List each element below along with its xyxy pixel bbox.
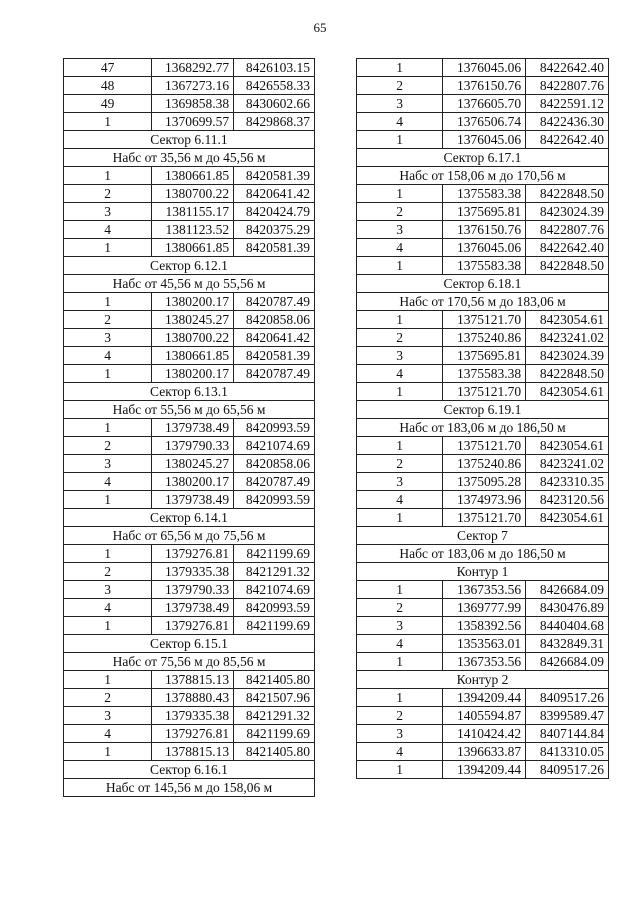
point-number: 2 <box>64 563 152 581</box>
y-coordinate: 8420787.49 <box>234 365 315 383</box>
coordinate-row <box>64 347 315 365</box>
coordinate-row <box>357 131 609 149</box>
point-number: 3 <box>64 329 152 347</box>
section-header: Контур 1 <box>357 563 609 581</box>
coordinate-row <box>357 473 609 491</box>
point-number: 1 <box>357 581 443 599</box>
x-coordinate: 1376605.70 <box>443 95 526 113</box>
y-coordinate: 8420581.39 <box>234 167 315 185</box>
x-coordinate: 1369858.38 <box>152 95 234 113</box>
section-header-row <box>64 401 315 419</box>
x-coordinate: 1375121.70 <box>443 383 526 401</box>
y-coordinate: 8421074.69 <box>234 437 315 455</box>
coordinate-row <box>357 203 609 221</box>
x-coordinate: 1367353.56 <box>443 653 526 671</box>
section-header-row <box>357 671 609 689</box>
y-coordinate: 8421199.69 <box>234 725 315 743</box>
coordinate-row <box>64 77 315 95</box>
y-coordinate: 8426684.09 <box>526 653 609 671</box>
section-header: Сектор 6.15.1 <box>64 635 315 653</box>
y-coordinate: 8430602.66 <box>234 95 315 113</box>
y-coordinate: 8426684.09 <box>526 581 609 599</box>
x-coordinate: 1375583.38 <box>443 365 526 383</box>
x-coordinate: 1376150.76 <box>443 77 526 95</box>
x-coordinate: 1370699.57 <box>152 113 234 131</box>
point-number: 1 <box>64 113 152 131</box>
y-coordinate: 8413310.05 <box>526 743 609 761</box>
section-header: Набс от 75,56 м до 85,56 м <box>64 653 315 671</box>
coordinate-row <box>357 743 609 761</box>
coordinate-row <box>357 617 609 635</box>
coordinate-row <box>357 635 609 653</box>
coordinate-row <box>64 581 315 599</box>
x-coordinate: 1380661.85 <box>152 167 234 185</box>
coordinate-row <box>64 419 315 437</box>
point-number: 3 <box>357 221 443 239</box>
x-coordinate: 1375583.38 <box>443 185 526 203</box>
coordinate-row <box>357 707 609 725</box>
y-coordinate: 8420581.39 <box>234 239 315 257</box>
y-coordinate: 8422848.50 <box>526 365 609 383</box>
x-coordinate: 1375583.38 <box>443 257 526 275</box>
section-header-row <box>357 401 609 419</box>
point-number: 3 <box>357 473 443 491</box>
page-number: 65 <box>313 20 327 35</box>
y-coordinate: 8409517.26 <box>526 761 609 779</box>
coordinate-row <box>64 437 315 455</box>
point-number: 1 <box>64 491 152 509</box>
section-header-row <box>357 527 609 545</box>
x-coordinate: 1381155.17 <box>152 203 234 221</box>
y-coordinate: 8422848.50 <box>526 257 609 275</box>
x-coordinate: 1380200.17 <box>152 473 234 491</box>
point-number: 1 <box>64 419 152 437</box>
y-coordinate: 8423241.02 <box>526 455 609 473</box>
y-coordinate: 8420993.59 <box>234 599 315 617</box>
section-header-row <box>64 635 315 653</box>
coordinate-row <box>64 167 315 185</box>
point-number: 3 <box>64 707 152 725</box>
section-header-row <box>357 545 609 563</box>
y-coordinate: 8423054.61 <box>526 437 609 455</box>
section-header-row <box>64 383 315 401</box>
coordinate-row <box>357 365 609 383</box>
section-header-row <box>357 275 609 293</box>
section-header-row <box>64 653 315 671</box>
point-number: 1 <box>64 743 152 761</box>
x-coordinate: 1375695.81 <box>443 203 526 221</box>
y-coordinate: 8407144.84 <box>526 725 609 743</box>
x-coordinate: 1375121.70 <box>443 437 526 455</box>
section-header-row <box>64 779 315 797</box>
coordinate-row <box>64 599 315 617</box>
section-header-row <box>357 419 609 437</box>
y-coordinate: 8420581.39 <box>234 347 315 365</box>
y-coordinate: 8399589.47 <box>526 707 609 725</box>
point-number: 3 <box>357 95 443 113</box>
coordinate-row <box>64 239 315 257</box>
x-coordinate: 1368292.77 <box>152 59 234 77</box>
section-header-row <box>64 257 315 275</box>
coordinate-row <box>64 671 315 689</box>
x-coordinate: 1375121.70 <box>443 311 526 329</box>
coordinate-row <box>357 113 609 131</box>
x-coordinate: 1358392.56 <box>443 617 526 635</box>
coordinate-row <box>357 437 609 455</box>
section-header: Набс от 183,06 м до 186,50 м <box>357 419 609 437</box>
x-coordinate: 1379738.49 <box>152 419 234 437</box>
coordinate-row <box>64 293 315 311</box>
y-coordinate: 8421507.96 <box>234 689 315 707</box>
y-coordinate: 8420993.59 <box>234 491 315 509</box>
coordinate-row <box>64 491 315 509</box>
point-number: 47 <box>64 59 152 77</box>
coordinate-row <box>64 329 315 347</box>
coordinates-table-right <box>356 58 609 779</box>
coordinate-row <box>64 689 315 707</box>
x-coordinate: 1380200.17 <box>152 293 234 311</box>
y-coordinate: 8422436.30 <box>526 113 609 131</box>
coordinate-row <box>64 725 315 743</box>
y-coordinate: 8420858.06 <box>234 311 315 329</box>
point-number: 3 <box>357 725 443 743</box>
y-coordinate: 8429868.37 <box>234 113 315 131</box>
coordinate-row <box>357 653 609 671</box>
y-coordinate: 8420641.42 <box>234 329 315 347</box>
point-number: 2 <box>64 437 152 455</box>
y-coordinate: 8422642.40 <box>526 59 609 77</box>
coordinate-row <box>357 347 609 365</box>
point-number: 2 <box>357 329 443 347</box>
y-coordinate: 8440404.68 <box>526 617 609 635</box>
section-header: Сектор 6.12.1 <box>64 257 315 275</box>
x-coordinate: 1375121.70 <box>443 509 526 527</box>
section-header-row <box>64 131 315 149</box>
y-coordinate: 8420424.79 <box>234 203 315 221</box>
section-header: Сектор 6.19.1 <box>357 401 609 419</box>
point-number: 4 <box>357 113 443 131</box>
x-coordinate: 1376045.06 <box>443 59 526 77</box>
section-header: Сектор 6.17.1 <box>357 149 609 167</box>
coordinates-table-left <box>63 58 315 797</box>
x-coordinate: 1378880.43 <box>152 689 234 707</box>
section-header: Набс от 183,06 м до 186,50 м <box>357 545 609 563</box>
point-number: 2 <box>357 707 443 725</box>
point-number: 4 <box>357 239 443 257</box>
coordinate-row <box>64 455 315 473</box>
x-coordinate: 1380700.22 <box>152 185 234 203</box>
y-coordinate: 8420787.49 <box>234 293 315 311</box>
x-coordinate: 1379276.81 <box>152 725 234 743</box>
x-coordinate: 1376150.76 <box>443 221 526 239</box>
x-coordinate: 1380245.27 <box>152 311 234 329</box>
coordinate-row <box>64 743 315 761</box>
x-coordinate: 1379276.81 <box>152 545 234 563</box>
section-header: Набс от 158,06 м до 170,56 м <box>357 167 609 185</box>
x-coordinate: 1379790.33 <box>152 437 234 455</box>
y-coordinate: 8420641.42 <box>234 185 315 203</box>
point-number: 1 <box>357 185 443 203</box>
y-coordinate: 8423120.56 <box>526 491 609 509</box>
section-header: Набс от 170,56 м до 183,06 м <box>357 293 609 311</box>
coordinate-row <box>64 365 315 383</box>
section-header-row <box>64 509 315 527</box>
x-coordinate: 1405594.87 <box>443 707 526 725</box>
section-header: Набс от 55,56 м до 65,56 м <box>64 401 315 419</box>
point-number: 2 <box>357 599 443 617</box>
coordinate-row <box>357 221 609 239</box>
y-coordinate: 8420375.29 <box>234 221 315 239</box>
y-coordinate: 8432849.31 <box>526 635 609 653</box>
y-coordinate: 8421074.69 <box>234 581 315 599</box>
x-coordinate: 1380661.85 <box>152 239 234 257</box>
y-coordinate: 8422807.76 <box>526 77 609 95</box>
y-coordinate: 8426558.33 <box>234 77 315 95</box>
coordinate-row <box>357 581 609 599</box>
point-number: 1 <box>357 761 443 779</box>
point-number: 4 <box>64 473 152 491</box>
coordinate-row <box>357 455 609 473</box>
y-coordinate: 8423024.39 <box>526 203 609 221</box>
coordinate-row <box>64 563 315 581</box>
point-number: 2 <box>357 455 443 473</box>
x-coordinate: 1375095.28 <box>443 473 526 491</box>
section-header: Сектор 6.18.1 <box>357 275 609 293</box>
section-header: Набс от 65,56 м до 75,56 м <box>64 527 315 545</box>
x-coordinate: 1367273.16 <box>152 77 234 95</box>
x-coordinate: 1375695.81 <box>443 347 526 365</box>
section-header: Контур 2 <box>357 671 609 689</box>
point-number: 4 <box>64 599 152 617</box>
coordinate-row <box>357 761 609 779</box>
point-number: 2 <box>64 185 152 203</box>
coordinate-row <box>357 491 609 509</box>
point-number: 3 <box>64 203 152 221</box>
coordinate-row <box>64 707 315 725</box>
x-coordinate: 1376045.06 <box>443 131 526 149</box>
point-number: 1 <box>64 293 152 311</box>
coordinate-row <box>357 311 609 329</box>
point-number: 1 <box>357 509 443 527</box>
coordinate-row <box>64 545 315 563</box>
x-coordinate: 1375240.86 <box>443 329 526 347</box>
point-number: 2 <box>64 689 152 707</box>
point-number: 4 <box>64 221 152 239</box>
coordinate-row <box>64 185 315 203</box>
point-number: 4 <box>357 635 443 653</box>
y-coordinate: 8421291.32 <box>234 563 315 581</box>
y-coordinate: 8422642.40 <box>526 239 609 257</box>
x-coordinate: 1378815.13 <box>152 743 234 761</box>
x-coordinate: 1369777.99 <box>443 599 526 617</box>
point-number: 1 <box>64 617 152 635</box>
point-number: 1 <box>64 239 152 257</box>
x-coordinate: 1410424.42 <box>443 725 526 743</box>
point-number: 3 <box>357 617 443 635</box>
point-number: 48 <box>64 77 152 95</box>
section-header-row <box>64 761 315 779</box>
y-coordinate: 8421199.69 <box>234 545 315 563</box>
y-coordinate: 8422807.76 <box>526 221 609 239</box>
point-number: 2 <box>357 77 443 95</box>
point-number: 3 <box>64 455 152 473</box>
y-coordinate: 8423054.61 <box>526 509 609 527</box>
section-header-row <box>64 149 315 167</box>
x-coordinate: 1379335.38 <box>152 563 234 581</box>
coordinate-row <box>64 203 315 221</box>
coordinate-row <box>357 185 609 203</box>
x-coordinate: 1367353.56 <box>443 581 526 599</box>
point-number: 1 <box>357 383 443 401</box>
section-header-row <box>64 275 315 293</box>
y-coordinate: 8421291.32 <box>234 707 315 725</box>
coordinate-row <box>357 257 609 275</box>
coordinate-row <box>357 725 609 743</box>
point-number: 2 <box>64 311 152 329</box>
point-number: 4 <box>64 725 152 743</box>
y-coordinate: 8420858.06 <box>234 455 315 473</box>
point-number: 4 <box>357 365 443 383</box>
coordinate-row <box>357 599 609 617</box>
y-coordinate: 8422848.50 <box>526 185 609 203</box>
coordinate-row <box>357 329 609 347</box>
y-coordinate: 8423241.02 <box>526 329 609 347</box>
y-coordinate: 8420993.59 <box>234 419 315 437</box>
point-number: 1 <box>357 437 443 455</box>
point-number: 4 <box>357 491 443 509</box>
point-number: 1 <box>64 671 152 689</box>
coordinate-row <box>357 95 609 113</box>
point-number: 1 <box>357 59 443 77</box>
point-number: 1 <box>64 365 152 383</box>
coordinate-row <box>64 113 315 131</box>
point-number: 1 <box>64 167 152 185</box>
coordinate-row <box>357 77 609 95</box>
y-coordinate: 8409517.26 <box>526 689 609 707</box>
point-number: 1 <box>64 545 152 563</box>
point-number: 49 <box>64 95 152 113</box>
point-number: 1 <box>357 257 443 275</box>
point-number: 4 <box>64 347 152 365</box>
coordinate-row <box>357 689 609 707</box>
point-number: 1 <box>357 131 443 149</box>
section-header-row <box>357 167 609 185</box>
section-header-row <box>357 563 609 581</box>
coordinate-row <box>357 383 609 401</box>
point-number: 4 <box>357 743 443 761</box>
x-coordinate: 1380200.17 <box>152 365 234 383</box>
x-coordinate: 1379738.49 <box>152 599 234 617</box>
y-coordinate: 8421405.80 <box>234 743 315 761</box>
y-coordinate: 8422591.12 <box>526 95 609 113</box>
y-coordinate: 8421199.69 <box>234 617 315 635</box>
section-header: Сектор 6.16.1 <box>64 761 315 779</box>
coordinate-row <box>64 221 315 239</box>
y-coordinate: 8426103.15 <box>234 59 315 77</box>
point-number: 1 <box>357 311 443 329</box>
x-coordinate: 1353563.01 <box>443 635 526 653</box>
x-coordinate: 1380700.22 <box>152 329 234 347</box>
x-coordinate: 1379276.81 <box>152 617 234 635</box>
section-header-row <box>357 149 609 167</box>
coordinate-row <box>357 59 609 77</box>
section-header: Сектор 6.14.1 <box>64 509 315 527</box>
y-coordinate: 8423310.35 <box>526 473 609 491</box>
section-header: Набс от 145,56 м до 158,06 м <box>64 779 315 797</box>
section-header-row <box>357 293 609 311</box>
x-coordinate: 1394209.44 <box>443 761 526 779</box>
y-coordinate: 8420787.49 <box>234 473 315 491</box>
y-coordinate: 8423024.39 <box>526 347 609 365</box>
section-header: Сектор 6.13.1 <box>64 383 315 401</box>
x-coordinate: 1394209.44 <box>443 689 526 707</box>
coordinate-row <box>357 239 609 257</box>
y-coordinate: 8430476.89 <box>526 599 609 617</box>
coordinate-row <box>64 473 315 491</box>
y-coordinate: 8423054.61 <box>526 311 609 329</box>
section-header: Набс от 45,56 м до 55,56 м <box>64 275 315 293</box>
x-coordinate: 1375240.86 <box>443 455 526 473</box>
point-number: 3 <box>357 347 443 365</box>
point-number: 1 <box>357 653 443 671</box>
section-header-row <box>64 527 315 545</box>
x-coordinate: 1376506.74 <box>443 113 526 131</box>
x-coordinate: 1378815.13 <box>152 671 234 689</box>
section-header: Набс от 35,56 м до 45,56 м <box>64 149 315 167</box>
coordinate-row <box>64 95 315 113</box>
point-number: 1 <box>357 689 443 707</box>
section-header: Сектор 6.11.1 <box>64 131 315 149</box>
coordinate-row <box>357 509 609 527</box>
x-coordinate: 1380245.27 <box>152 455 234 473</box>
section-header: Сектор 7 <box>357 527 609 545</box>
y-coordinate: 8421405.80 <box>234 671 315 689</box>
point-number: 3 <box>64 581 152 599</box>
y-coordinate: 8423054.61 <box>526 383 609 401</box>
x-coordinate: 1396633.87 <box>443 743 526 761</box>
x-coordinate: 1380661.85 <box>152 347 234 365</box>
point-number: 2 <box>357 203 443 221</box>
coordinate-row <box>64 59 315 77</box>
y-coordinate: 8422642.40 <box>526 131 609 149</box>
x-coordinate: 1374973.96 <box>443 491 526 509</box>
x-coordinate: 1376045.06 <box>443 239 526 257</box>
x-coordinate: 1379738.49 <box>152 491 234 509</box>
x-coordinate: 1379790.33 <box>152 581 234 599</box>
x-coordinate: 1379335.38 <box>152 707 234 725</box>
coordinate-row <box>64 617 315 635</box>
x-coordinate: 1381123.52 <box>152 221 234 239</box>
coordinate-row <box>64 311 315 329</box>
